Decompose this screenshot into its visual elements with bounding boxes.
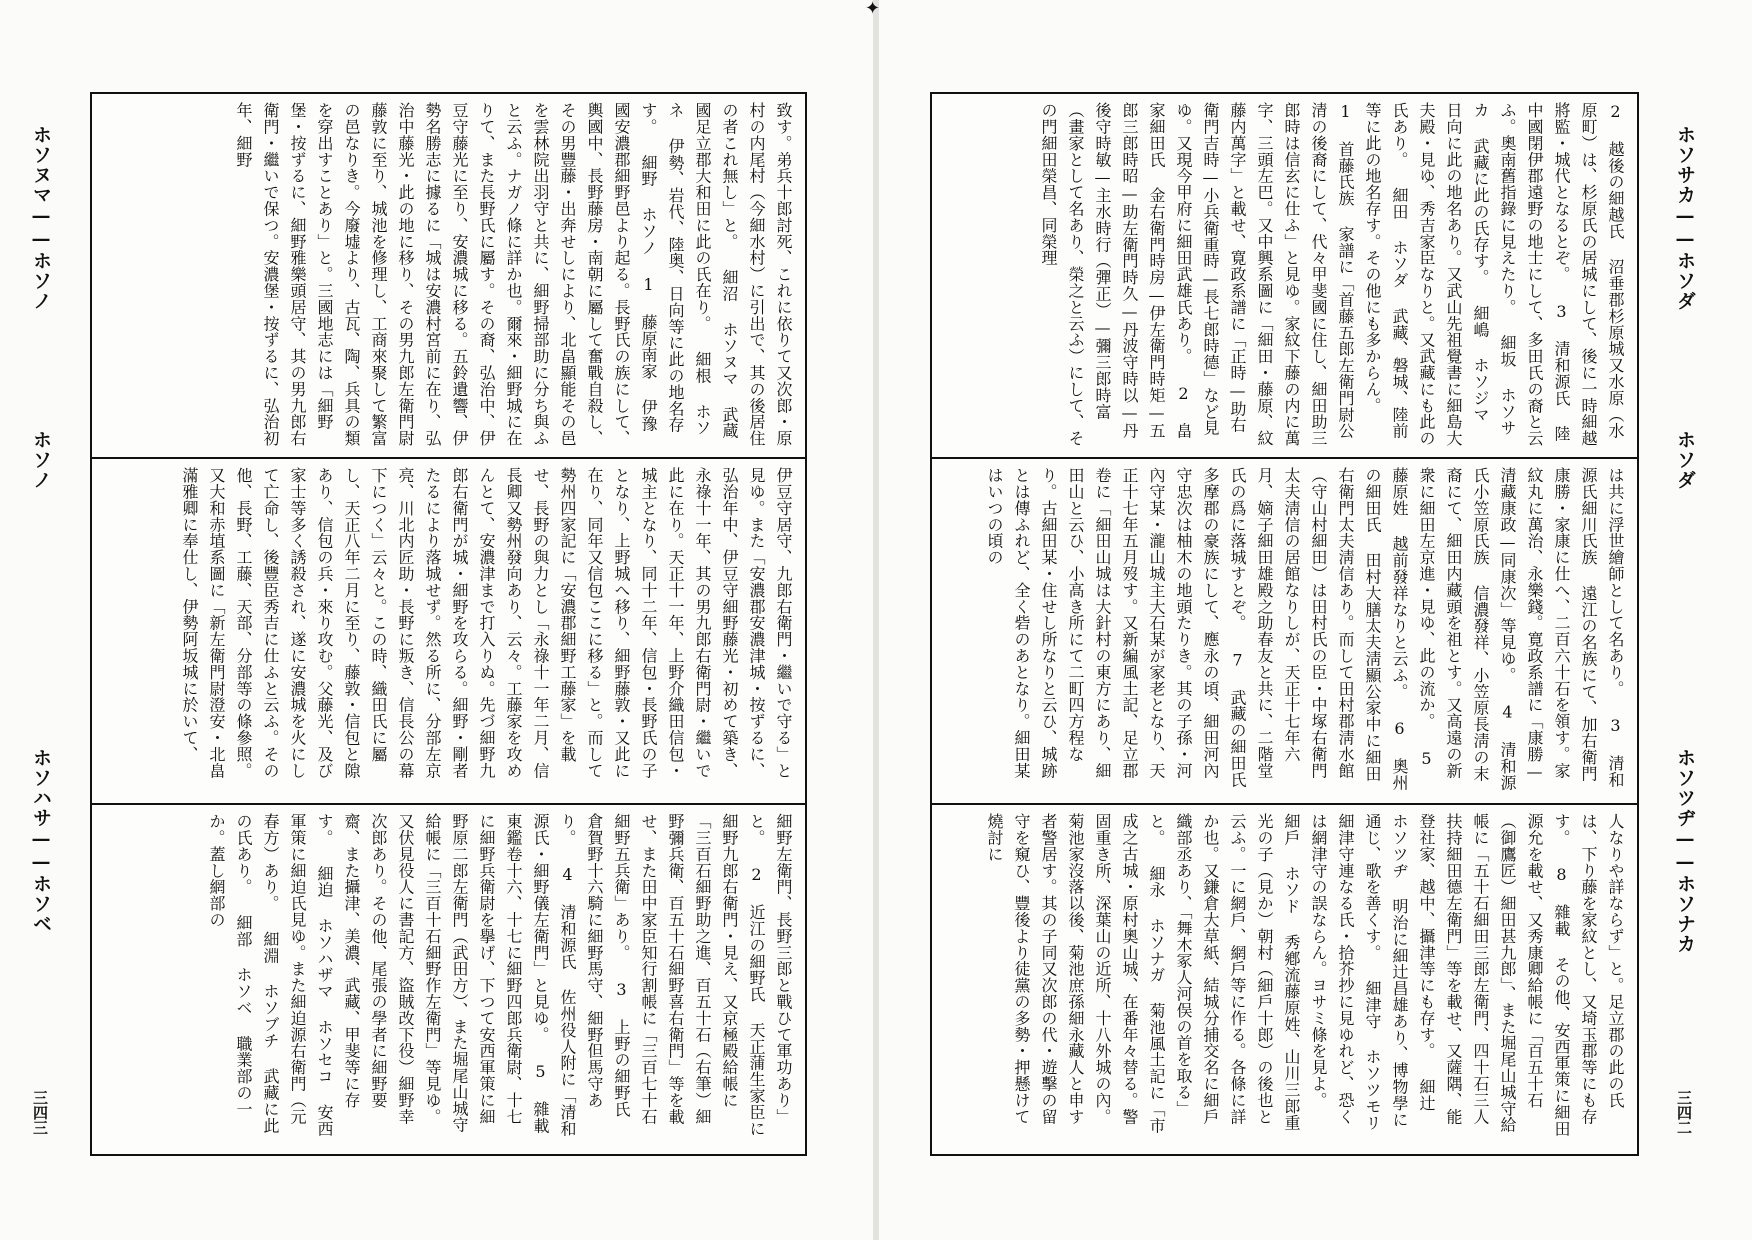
left-column-1: 致す。弟兵十郎討死、これに依りて又次郎・原村の内尾村（今細水村）に引出で、其の後居住の者これ無し」と。 細沼 ホソヌマ 武蔵國足立郡大和田に此の氏在り。 細根 ホソネ 伊勢、岩代、陸奥、日向等に此の地名存す。 細野 ホソノ 1 藤原南家 伊豫國安濃郡細野邑より起る。長野氏の族にして、輿國中、長野藤房・南朝に屬して奮戰自殺し、その男豐藤・出奔せしにより、北畠顯能その邑を雲林院出羽守と共に、細野掃部助に分ち與ふと云ふ。ナガノ條に詳か也。爾來・細野城に在りて、また長野氏に屬す。その裔、弘治中、伊豆守藤光に至り、安濃城に移る。五鈴遺響、伊勢名勝志に據るに「城は安濃村宮前に在り、弘治中藤光・此の地に移り、その男九郎左衛門尉藤敦に至り、城池を修理し、工商來聚して繁富の邑なりき。今廢墟より、古瓦、陶、兵具の類を穿出すことあり」と。三國地志には「細野堡・按ずるに、細野雅樂頭居守、其の男九郎右衛門・繼いで保つ。安濃堡・按ずるに、弘治初年、細野 [234,102,793,447]
left-page-number: 三四三 [31,1090,49,1135]
left-header-bottom: ホソハサ——ホソベ [30,748,52,934]
right-header-middle: ホソダ [1674,430,1696,490]
right-column-3: 人なりや詳ならず」と。足立郡の此の氏は、下り藤を家紋とし、又埼玉郡等にも存す。 8 雜載 その他、安西軍策に細田源允を載せ、又秀康卿給帳に「百五十石（御鷹匠）細田甚九郎」、また堀尾山城守給帳に「五十石細田三郎左衛門、四十石三人扶持細田德左衛門」等を載せ、又薩隅、能登社家、越中、攝津等にも存す。 細辻 ホソツヂ 明治に細辻昌雄あり、博物學に通じ、歌を善くす。 細津守 ホソツモリ 細津守連なる氏・拾芥抄に見ゆれど、恐くは網津守の誤ならん。ヨサミ條を見よ。 細戶 ホソド 秀鄕流藤原姓、山川三郎重光の子（見か）朝村（細戶十郎）の後也と云ふ。一に網戶、網戶等に作る。各條に詳か也。又鎌倉大草紙、結城分捕交名に細戶織部丞あり、「舞木冢人河俣の首を取る」と。 細永 ホソナガ 菊池風土記に「市成之古城・原村奧山城、在番年々替る。警固重き所、深葉山の近所、十八外城の內。菊池家沒落以後、菊池庶孫細永藏人と申す者警居す。其の子同又次郎の代・遊擊の留守を窺ひ、豐後より徒黨の多勢・押懸けて燒討に [985,813,1625,1137]
right-text-frame [930,92,1639,1156]
left-tier-divider-2 [92,803,805,805]
right-header-top: ホソサカ——ホソダ [1674,125,1696,311]
right-tier-divider-2 [932,803,1637,805]
left-header-middle: ホソノ [30,430,52,490]
left-text-frame [90,92,807,1156]
left-tier-divider-1 [92,457,805,459]
right-column-2: は共に浮世繪師として名あり。 3 清和源氏細川氏族 遠江の名族にて、加右衛門康勝・家康に仕へ、二百六十石を領す。家紋丸に萬治、永樂錢。寛政系譜に「康勝—清藏康政—同康次」等見ゆ。 4 清和源氏小笠原氏族 信濃發祥、小笠原長淸の末裔にて、細田内藏頭を祖とす。又高遠の新衆に細田左京進・見ゆ、此の流か。 5 藤原姓 越前發祥なりと云ふ。 6 奧州の細田氏 田村大膳太夫淸顯公家中に細田右衛門太夫淸信あり。而して田村郡淸水館（守山村細田）は田村氏の臣・中塚右衛門太夫淸信の居館なりしが、天正十七年六月、嫡子細田雄殿之助春友と共に、二階堂氏の爲に落城すとぞ。 7 武藏の細田氏 多摩郡の豪族にして、應永の頃、細田河內守忠次は柚木の地頭たりき。其の子孫・河內守某・瀧山城主大石某が家老となり、天正十七年五月歿す。又新編風土記、足立郡卷に「細田山城は大針村の東方にあり、細田山と云ひ、小高き所にて二町四方程なり。古細田某・住せし所なりと云ひ、城跡とは傳ふれど、全く砦のあとなり。細田某はいつの頃の [985,467,1625,791]
left-header-top: ホソヌマ——ホソノ [30,125,52,311]
right-page-number: 三四二 [1675,1090,1693,1135]
binding-mark: ✦ [865,0,881,19]
right-header-bottom: ホソツヂ——ホソナカ [1674,748,1696,954]
left-column-3: 細野左衛門、長野三郎と戰ひて軍功あり」と。 2 近江の細野氏 天正蒲生家臣に細野九郎右衛門・見え、又京極殿給帳に「三百石細野助之進、百五十石（右筆）細野彌兵衛、百五十石細野喜右衛門」等を載せ、また田中家臣知行割帳に「三百七十石細野五兵衛」あり。 3 上野の細野氏 倉賀野十六騎に細野馬守、細野但馬守あり。 4 清和源氏 佐州役人附に「清和源氏・細野儀左衛門」と見ゆ。 5 雜載 東鑑卷十六、十七に細野四郎兵衛尉、十七に細野兵衛尉を擧げ、下つて安西軍策に細野原二郎左衛門（武田方）、また堀尾山城守給帳に「三百十石細野作左衛門」等見ゆ。又伏見役人に書記方、盜賊改下役）細野幸次郎あり。その他、尾張の學者に細野要齋、また攝津、美濃、武藏、甲斐等に存す。 細迫 ホソハザマ ホソセコ 安西軍策に細迫氏見ゆ。また細迫源右衛門（元春方）あり。 細淵 ホソブチ 武藏に此の氏あり。 細部 ホソベ 職業部の一か。蓋し網部の [207,813,793,1137]
right-tier-divider-1 [932,457,1637,459]
book-gutter [873,0,879,1240]
left-column-2: 伊豆守居守、九郎右衛門・繼いで守る」と見ゆ。また「安濃郡安濃津城・按ずるに、弘治年中、伊豆守細野藤光・初めて築き、永祿十一年、其の男九郎右衛門尉・繼いで此に在り。天正十一年、上野介織田信包・城主となり、同十二年、信包・長野氏の子となり、上野城へ移り、細野藤敦・又此に在り、同年又信包ここに移る」と。而して勢州四家記に「安濃郡細野工藤家」を載せ、長野の與力とし「永祿十一年二月、信長卿又勢州發向あり、云々。工藤家を攻めんとて、安濃津まで打入りぬ。先づ細野九郎右衛門が城・細野を攻らる。細野・剛者たるにより落城せず。然る所に、分部左京亮、川北内匠助・長野に叛き、信長公の幕下につく」云々と。この時、織田氏に屬し、天正八年二月に至り、藤敦・信包と隙あり、信包の兵・來り攻む。父藤光、及び家士等多く誘殺され、遂に安濃城を火にして亡命し、後豐臣秀吉に仕ふと云ふ。その他、長野、工藤、天部、分部等の條參照。又大和赤埴系圖に「新左衛門尉澄安・北畠滿雅卿に奉仕し、伊勢阿坂城に於いて、 [180,467,793,779]
right-column-1: 2 越後の細越氏 沼垂郡杉原城又水原（水原町）は、杉原氏の居城にして、後に一時細越將監・城代となるとぞ。 3 清和源氏 陸中國閉伊郡遠野の地士にして、多田氏の裔と云ふ。奧南舊指錄に見えたり。 細坂 ホソサカ 武藏に此の氏存す。 細嶋 ホソジマ 日向に此の地名あり。又武山先祖覺書に細島大夫殿・見ゆ、秀吉家臣なりと。又武藏にも此の氏あり。 細田 ホソダ 武藏、磐城、陸前等に此の地名存す。その他にも多からん。 1 首藤氏族 家譜に「首藤五郎左衛門尉公清の後裔にして、代々甲斐國に住し、細田助三郎時は信玄に仕ふ」と見ゆ。家紋下藤の内に萬字、三頭左巴。又中興系圖に「細田・藤原、紋藤内萬字」と載せ、寛政系譜に「正時—助右衛門吉時—小兵衛重時—長七郎時德」など見ゆ。又現今甲府に細田武雄氏あり。 2 畠家細田氏 金右衛門時房—伊左衛門時矩—五郎三郎時昭—助左衛門時久—丹波守時以—丹後守時敏—主水時行（彈正）—彌三郎時富（畫家として名あり、榮之と云ふ）にして、その門細田榮昌、同榮理 [1039,102,1625,447]
